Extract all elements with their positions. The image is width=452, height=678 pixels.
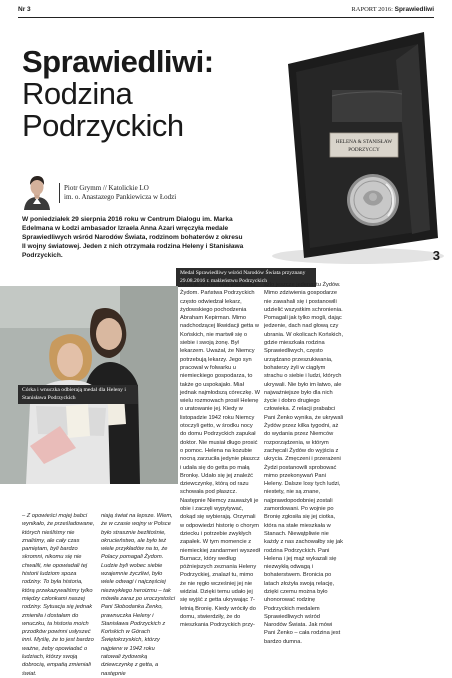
plaque-line-2: PODRZYCCY — [348, 147, 380, 153]
author-name: Piotr Grymm // Katolickie LO — [64, 184, 149, 192]
issue-label: RAPORT 2016: — [351, 6, 393, 13]
author-avatar — [22, 170, 52, 210]
column-4-text: szło jeszcze jedenastu Żydów. Mimo zdziwienia gospodarze nie zawahali się i postanowili udzielić wszystkim schronienia. Pomagali jak tylko mogli, dając jedzenie, dach nad głową czy ubrania. W okolicach Końskich, gdzie mieszkała rodzina Sprawiedliwych, często urządzano przeszukiwania, bohaterzy żyli w ciągłym strachu o siebie i ludzi, których ukrywali. Nie było im łatwo, ale najważniejsze było dla nich życie i dobro drugiego człowieka. Z relacji prababci Pani Żenko wynika, że ukrywali Żydów przez kilka tygodni, aż do wydania przez Niemców rozporządzenia, w którym zachęcali Żydów do wyjścia z ukrycia. Zmęczeni i przerażeni Żydzi postanowili sprobować mimo przekonywań Pani Heleny. Dalsze losy tych ludzi, niestety, nie są znane, najprawdopodobniej zostali zamordowani. Po wojnie po Bronię zgłosiła się jej ciotka, która na stałe mieszkała w Stanach. Niewątpliwie nie każdy z nas zachowałby się jak rodzina Podrzyckich. Pani Helena i jej mąż wykazali się niezwykłą odwagą i bohaterstwem. Bronicia po latach złożyła swoją relację, dzięki czemu można było uhonorować rodzinę Podrzyckich medalem Sprawiedliwych wśród Narodów Świata. Jak mówi Pani Żenko – cała rodzina jest bardzo dumna. — [264, 282, 344, 645]
text-column-4 — [264, 281, 344, 646]
section-label: Sprawiedliwi — [394, 6, 434, 13]
author-byline — [64, 184, 176, 202]
title-line-3: Podrzyckich — [22, 108, 184, 143]
medal-caption: Medal Sprawiedliwy wśród Narodów Świata przyznany 29.08.2016 r. małżeństwu Podrzyckich — [176, 268, 316, 287]
page-header — [18, 4, 434, 18]
text-column-1 — [22, 512, 96, 678]
author-school: im. o. Anastazego Pankiewicza w Łodzi — [64, 193, 177, 201]
author-rule — [59, 183, 60, 203]
side-page-number: 3 — [432, 248, 440, 263]
award-caption: Córka i wnuczka odbierają medal dla Heleny i Stanisława Podrzyckich — [18, 385, 138, 404]
column-2-text: niają świat na lepsze. Wiem, że w czasie wojny w Polsce było strasznie bezlitośnie, okrucieństwo, ale było też wiele przykładów na to, że Polacy pomagali Żydom. Ludzie byli wobec siebie wzajemnie życzliwi, było wiele odwagi i najczęściej niezwykłego heroizmu – tak mówiła zaraz po uroczystości Pani Słobodanka Żenko, prawnuczka Heleny i Stanisława Podrzyckich z Końskich w Górach Świętokrzyskich, którzy najpierw w 1942 roku ratowali żydowską dziewczynkę z getta, a następnie — [101, 513, 175, 677]
column-1-text: – Z opowieści mojej babci wynikało, że prześladowane, których nieśliśmy nie znaliśmy, ale cały czas pamiętam, byli bardzo skromni, nikomu się nie chwalili, nie opowiadali tej historii ludziom spoza rodziny. To była historia, którą przekazywaliśmy tylko między członkami naszej rodziny. Sytuacja się jednak zmieniła i dostałam do wnuczku, ta historia moich przodków powinni usłyszeć inni. Myślę, że to jest bardzo ważne, żeby opowiadać o ludziach, którzy swoją dobrocią, empatią zmieniali świat. — [22, 513, 95, 677]
running-head — [351, 6, 434, 13]
column-3-text: udzielili schronienia jedenastu Żydom. Państwa Podrzyckich często odwiedzał lekarz, żydowskiego pochodzenia Abraham Kepirman. Mimo nadchodzącej likwidacji getta w Końskich, nie martwił się o siebie i swoją żonę. Był lekarzem. Uważał, że Niemcy potrzebują lekarzy. Jego syn pracował w folwarku u niemieckiego gospodarza, to także go uspokajało. Miał jednak najmłodszą córeczkę. W wielu rozmowach prosił Helenę o uratowanie jej. Kiedy w listopadzie 1942 roku Niemcy otoczyli getto, w środku nocy do domu Podrzyckich zapukał doktor. Nie musiał długo prosić o pomoc. Helena na kozubie nocną zarzuciła jedynie płaszcz i udała się do getta po małą Bronkę. Udało się jej znaleźć dziewczynkę, którą od razu schowała pod płaszcz. Następnie Niemcy zauważyli je obie i zaczęli wypytywać, dokąd się wybierają. Orzymali w odpowiedzi historię o chorym dziecku i potrzebie zwykłych zapałek. W tym momencie z niemieckiej zandarmeri wyszedł Burnacz, który według późniejszych zeznania Heleny Podrzyckiej, znalazł tu, mimo że nie ręgło wcześniej jej nie widział. Dzięki temu udało jej się wyjść z getta ukrywając 7-letnią Bronię. Kiedy wróciły do domu, stwierdziły, że do mieszkania Podrzyckich przy- — [180, 282, 260, 629]
lead-paragraph: W poniedziałek 29 sierpnia 2016 roku w Centrum Dialogu im. Marka Edelmana w Łodzi ambasador Izraela Anna Azari wręczyła medale Sprawiedliwych wśród Narodów Świata, rodzinom bohaterów z okresu II wojny światowej. Jeden z nich otrzymała rodzina Heleny i Stanisława Podrzyckich. — [22, 216, 244, 259]
page-number: Nr 3 — [18, 6, 31, 13]
text-column-3 — [180, 281, 260, 629]
article-title — [22, 46, 242, 142]
header-rule — [18, 17, 434, 18]
title-line-2: Rodzina — [22, 76, 133, 111]
title-line-1: Sprawiedliwi: — [22, 44, 214, 79]
plaque-line-1: HELENA & STANISŁAW — [335, 139, 393, 145]
text-column-2 — [101, 512, 175, 678]
medal-photo — [246, 30, 452, 270]
